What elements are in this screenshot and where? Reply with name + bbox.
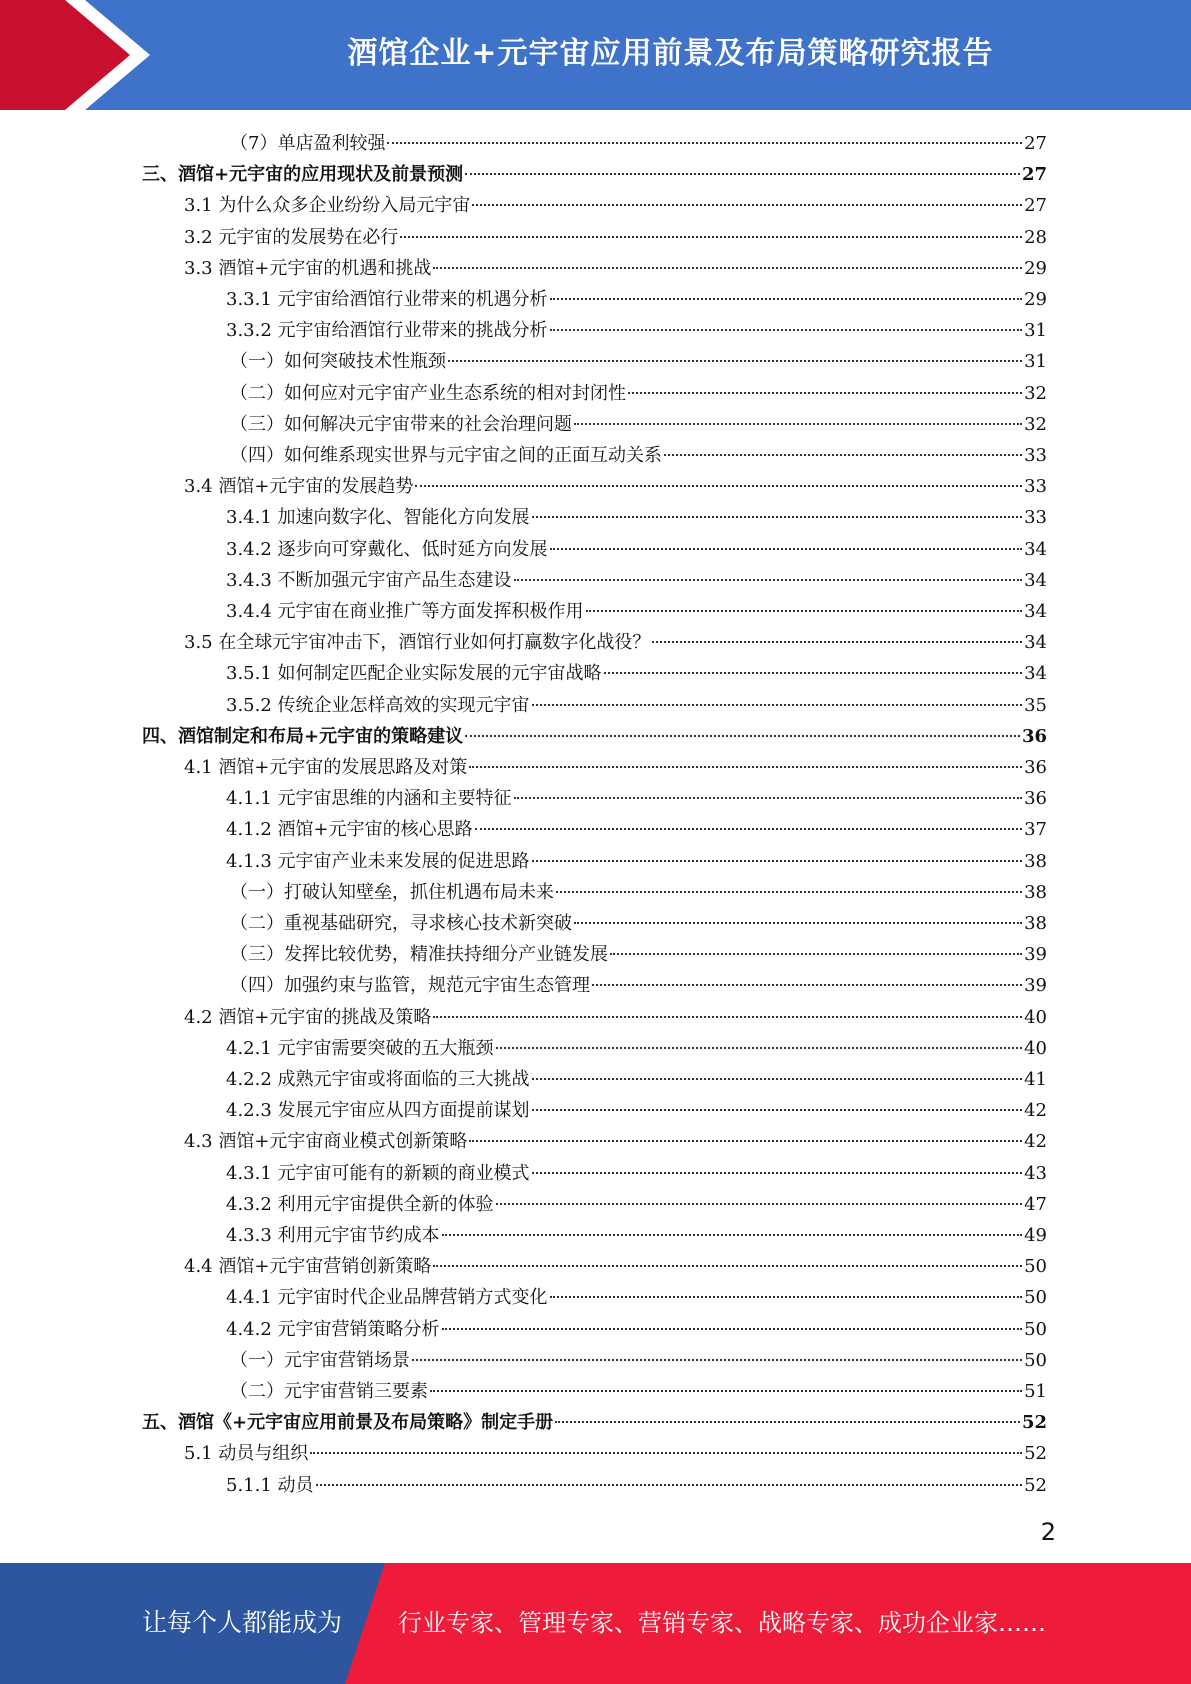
toc-entry-title: （二）元宇宙营销三要素	[230, 1381, 428, 1402]
toc-entry-page: 29	[1024, 289, 1047, 310]
dot-leader	[574, 423, 1022, 425]
toc-entry-page: 31	[1024, 351, 1047, 373]
toc-entry[interactable]	[142, 159, 1047, 190]
toc-entry[interactable]	[184, 471, 1047, 502]
toc-entry-title: 3.4.4 元宇宙在商业推广等方面发挥积极作用	[226, 601, 584, 622]
toc-entry-title: 四、酒馆制定和布局+元宇宙的策略建议	[142, 725, 464, 747]
toc-entry[interactable]	[184, 190, 1047, 221]
dot-leader	[514, 797, 1023, 799]
toc-entry-title: 4.4.1 元宇宙时代企业品牌营销方式变化	[226, 1287, 548, 1309]
dot-leader	[555, 1421, 1020, 1423]
toc-entry[interactable]	[184, 752, 1047, 783]
dot-leader	[469, 766, 1022, 768]
toc-entry[interactable]	[226, 1470, 1047, 1501]
toc-entry-title: 3.5.2 传统企业怎样高效的实现元宇宙	[226, 694, 530, 716]
toc-entry-page: 38	[1024, 850, 1047, 872]
toc-entry[interactable]	[230, 970, 1047, 1001]
toc-entry[interactable]	[226, 502, 1047, 533]
toc-entry-page: 37	[1024, 819, 1047, 841]
toc-entry[interactable]	[226, 690, 1047, 721]
toc-entry[interactable]	[230, 346, 1047, 377]
toc-entry-page: 28	[1024, 226, 1047, 248]
toc-entry-title: 3.2 元宇宙的发展势在必行	[184, 226, 399, 248]
dot-leader	[475, 828, 1022, 830]
toc-entry[interactable]	[184, 627, 1047, 658]
dot-leader	[556, 891, 1022, 893]
toc-entry[interactable]	[230, 1345, 1047, 1376]
toc-entry-title: （三）发挥比较优势，精准扶持细分产业链发展	[230, 944, 608, 966]
dot-leader	[412, 1359, 1022, 1361]
toc-entry-page: 52	[1021, 1412, 1047, 1434]
toc-entry-page: 47	[1024, 1193, 1047, 1215]
toc-entry[interactable]	[142, 1407, 1047, 1438]
toc-entry[interactable]	[226, 814, 1047, 845]
page-number: 2	[1040, 1518, 1056, 1546]
toc-entry-title: 3.4.2 逐步向可穿戴化、低时延方向发展	[226, 538, 548, 560]
toc-entry-title: （三）如何解决元宇宙带来的社会治理问题	[230, 413, 572, 435]
toc-entry-title: 3.4.1 加速向数字化、智能化方向发展	[226, 507, 530, 529]
red-arrow-decoration	[0, 0, 140, 110]
toc-entry-page: 33	[1024, 476, 1047, 498]
toc-entry-title: 4.3 酒馆+元宇宙商业模式创新策略	[184, 1131, 468, 1153]
toc-entry-title: 4.1.3 元宇宙产业未来发展的促进思路	[226, 850, 530, 872]
toc-entry[interactable]	[226, 1064, 1047, 1095]
dot-leader	[610, 953, 1022, 955]
dot-leader	[415, 485, 1022, 487]
dot-leader	[430, 1390, 1022, 1392]
dot-leader	[532, 516, 1023, 518]
toc-entry-title: 5.1.1 动员	[226, 1474, 314, 1496]
dot-leader	[496, 1203, 1023, 1205]
toc-entry[interactable]	[230, 939, 1047, 970]
dot-leader	[514, 579, 1023, 581]
document-title: 酒馆企业+元宇宙应用前景及布局策略研究报告	[347, 36, 994, 71]
header-banner	[0, 0, 1191, 110]
toc-entry-page: 43	[1024, 1162, 1047, 1184]
toc-entry-page: 40	[1024, 1037, 1047, 1059]
toc-entry-title: 4.3.1 元宇宙可能有的新颖的商业模式	[226, 1162, 530, 1184]
toc-entry[interactable]	[184, 1126, 1047, 1157]
dot-leader	[652, 641, 1022, 643]
dot-leader	[469, 1140, 1022, 1142]
footer-slogan: 让每个人都能成为	[142, 1608, 343, 1637]
toc-entry-title: 3.1 为什么众多企业纷纷入局元宇宙	[184, 195, 471, 217]
toc-entry[interactable]	[230, 409, 1047, 440]
toc-entry[interactable]	[230, 877, 1047, 908]
dot-leader	[628, 392, 1022, 394]
toc-entry-page: 29	[1024, 257, 1047, 279]
dot-leader	[448, 360, 1022, 362]
toc-entry-page: 36	[1024, 757, 1047, 778]
dot-leader	[550, 548, 1023, 550]
toc-entry[interactable]	[184, 1002, 1047, 1033]
toc-entry[interactable]	[184, 222, 1047, 253]
toc-entry-title: 三、酒馆+元宇宙的应用现状及前景预测	[142, 164, 464, 186]
footer-banner	[0, 1563, 1191, 1684]
toc-entry[interactable]	[226, 596, 1047, 627]
toc-entry[interactable]	[226, 783, 1047, 814]
toc-entry-page: 52	[1024, 1443, 1047, 1465]
toc-entry-title: 4.3.2 利用元宇宙提供全新的体验	[226, 1193, 494, 1215]
toc-entry[interactable]	[184, 1251, 1047, 1282]
footer-roles: 行业专家、管理专家、营销专家、战略专家、成功企业家……	[398, 1609, 1046, 1637]
toc-entry-title: （一）打破认知壁垒，抓住机遇布局未来	[230, 881, 554, 903]
toc-entry[interactable]	[230, 440, 1047, 471]
toc-entry-page: 49	[1024, 1225, 1047, 1246]
toc-entry-page: 31	[1024, 320, 1047, 342]
toc-entry-title: 4.2.2 成熟元宇宙或将面临的三大挑战	[226, 1069, 530, 1090]
dot-leader	[387, 142, 1022, 144]
toc-entry[interactable]	[226, 565, 1047, 596]
toc-entry-title: （二）如何应对元宇宙产业生态系统的相对封闭性	[230, 382, 626, 404]
toc-entry-title: （一）如何突破技术性瓶颈	[230, 351, 446, 373]
dot-leader	[465, 173, 1020, 175]
toc-entry-page: 27	[1024, 195, 1047, 217]
toc-entry-page: 41	[1024, 1069, 1047, 1090]
dot-leader	[532, 1078, 1023, 1080]
toc-entry-page: 39	[1024, 975, 1047, 997]
toc-entry-title: 4.4.2 元宇宙营销策略分析	[226, 1318, 440, 1340]
toc-entry-page: 34	[1024, 632, 1047, 654]
dot-leader	[604, 672, 1023, 674]
toc-entry[interactable]	[142, 721, 1047, 752]
dot-leader	[532, 1109, 1023, 1111]
toc-entry-title: 4.1.2 酒馆+元宇宙的核心思路	[226, 819, 473, 841]
toc-entry-title: （四）如何维系现实世界与元宇宙之间的正面互动关系	[230, 445, 662, 466]
toc-entry-title: 4.1 酒馆+元宇宙的发展思路及对策	[184, 757, 468, 778]
dot-leader	[550, 329, 1023, 331]
toc-entry-page: 39	[1024, 944, 1047, 966]
toc-entry-title: 4.4 酒馆+元宇宙营销创新策略	[184, 1256, 432, 1278]
dot-leader	[496, 1047, 1023, 1049]
toc-entry[interactable]	[226, 315, 1047, 346]
dot-leader	[433, 267, 1022, 269]
toc-entry-page: 51	[1024, 1381, 1047, 1402]
dot-leader	[400, 236, 1022, 238]
toc-entry[interactable]	[226, 1314, 1047, 1345]
toc-entry-page: 34	[1024, 601, 1047, 622]
toc-entry[interactable]	[226, 1095, 1047, 1126]
toc-entry-title: 4.2.3 发展元宇宙应从四方面提前谋划	[226, 1100, 530, 1122]
toc-entry[interactable]	[184, 1438, 1047, 1469]
toc-entry-page: 42	[1024, 1100, 1047, 1122]
toc-entry[interactable]	[226, 658, 1047, 689]
dot-leader	[433, 1016, 1022, 1018]
toc-entry-title: 3.3 酒馆+元宇宙的机遇和挑战	[184, 257, 432, 279]
toc-entry-title: 3.3.1 元宇宙给酒馆行业带来的机遇分析	[226, 289, 548, 310]
toc-entry-page: 35	[1024, 694, 1047, 716]
dot-leader	[465, 735, 1020, 737]
toc-entry-page: 33	[1024, 507, 1047, 529]
dot-leader	[532, 860, 1023, 862]
toc-entry-page: 36	[1021, 725, 1047, 747]
toc-entry[interactable]	[230, 128, 1047, 159]
dot-leader	[310, 1452, 1022, 1454]
toc-entry-page: 38	[1024, 913, 1047, 934]
toc-entry[interactable]	[226, 1158, 1047, 1189]
dot-leader	[592, 984, 1022, 986]
toc-entry-page: 38	[1024, 881, 1047, 903]
toc-entry-title: （二）重视基础研究，寻求核心技术新突破	[230, 913, 572, 934]
toc-entry-title: （7）单店盈利较强	[230, 133, 386, 154]
toc-entry[interactable]	[230, 908, 1047, 939]
toc-entry-page: 27	[1024, 133, 1047, 154]
toc-entry[interactable]	[226, 284, 1047, 315]
toc-entry-title: 5.1 动员与组织	[184, 1443, 309, 1465]
dot-leader	[472, 204, 1022, 206]
dot-leader	[442, 1328, 1023, 1330]
toc-entry-title: 3.3.2 元宇宙给酒馆行业带来的挑战分析	[226, 320, 548, 342]
dot-leader	[532, 704, 1023, 706]
toc-entry[interactable]	[226, 1189, 1047, 1220]
dot-leader	[586, 610, 1023, 612]
toc-entry-title: 五、酒馆《+元宇宙应用前景及布局策略》制定手册	[142, 1412, 554, 1434]
toc-entry-page: 50	[1024, 1256, 1047, 1278]
toc-entry-page: 34	[1024, 538, 1047, 560]
toc-entry-page: 50	[1024, 1318, 1047, 1340]
dot-leader	[532, 1172, 1023, 1174]
toc-entry[interactable]	[226, 1282, 1047, 1313]
toc-entry-title: 3.4.3 不断加强元宇宙产品生态建设	[226, 569, 512, 591]
toc-entry-title: 4.2 酒馆+元宇宙的挑战及策略	[184, 1006, 432, 1028]
toc-entry[interactable]	[226, 846, 1047, 877]
dot-leader	[550, 298, 1023, 300]
toc-entry-page: 50	[1024, 1349, 1047, 1371]
toc-entry-page: 36	[1024, 788, 1047, 810]
toc-entry-page: 52	[1024, 1474, 1047, 1496]
toc-entry-title: （四）加强约束与监管，规范元宇宙生态管理	[230, 975, 590, 997]
toc-entry-title: 3.4 酒馆+元宇宙的发展趋势	[184, 476, 414, 498]
toc-entry-title: 4.2.1 元宇宙需要突破的五大瓶颈	[226, 1037, 494, 1059]
toc-entry-title: 4.3.3 利用元宇宙节约成本	[226, 1225, 440, 1246]
dot-leader	[664, 454, 1022, 456]
toc-entry-title: （一）元宇宙营销场景	[230, 1349, 410, 1371]
toc-entry-page: 27	[1021, 164, 1047, 186]
toc-entry-page: 32	[1024, 413, 1047, 435]
toc-entry-page: 32	[1024, 382, 1047, 404]
toc-entry-page: 33	[1024, 445, 1047, 466]
dot-leader	[550, 1296, 1023, 1298]
toc-entry[interactable]	[230, 1376, 1047, 1407]
toc-entry-page: 42	[1024, 1131, 1047, 1153]
dot-leader	[574, 922, 1022, 924]
toc-entry[interactable]	[226, 1220, 1047, 1251]
dot-leader	[442, 1234, 1023, 1236]
toc-entry-page: 34	[1024, 663, 1047, 685]
toc-entry-title: 3.5.1 如何制定匹配企业实际发展的元宇宙战略	[226, 663, 602, 685]
dot-leader	[433, 1265, 1022, 1267]
toc-entry[interactable]	[184, 253, 1047, 284]
toc-entry[interactable]	[226, 1033, 1047, 1064]
toc-entry-title: 4.1.1 元宇宙思维的内涵和主要特征	[226, 788, 512, 810]
toc-entry[interactable]	[226, 534, 1047, 565]
toc-entry[interactable]	[230, 378, 1047, 409]
toc-entry-title: 3.5 在全球元宇宙冲击下，酒馆行业如何打赢数字化战役？	[184, 632, 651, 654]
dot-leader	[316, 1484, 1023, 1486]
toc-entry-page: 50	[1024, 1287, 1047, 1309]
toc-entry-page: 34	[1024, 569, 1047, 591]
toc-entry-page: 40	[1024, 1006, 1047, 1028]
